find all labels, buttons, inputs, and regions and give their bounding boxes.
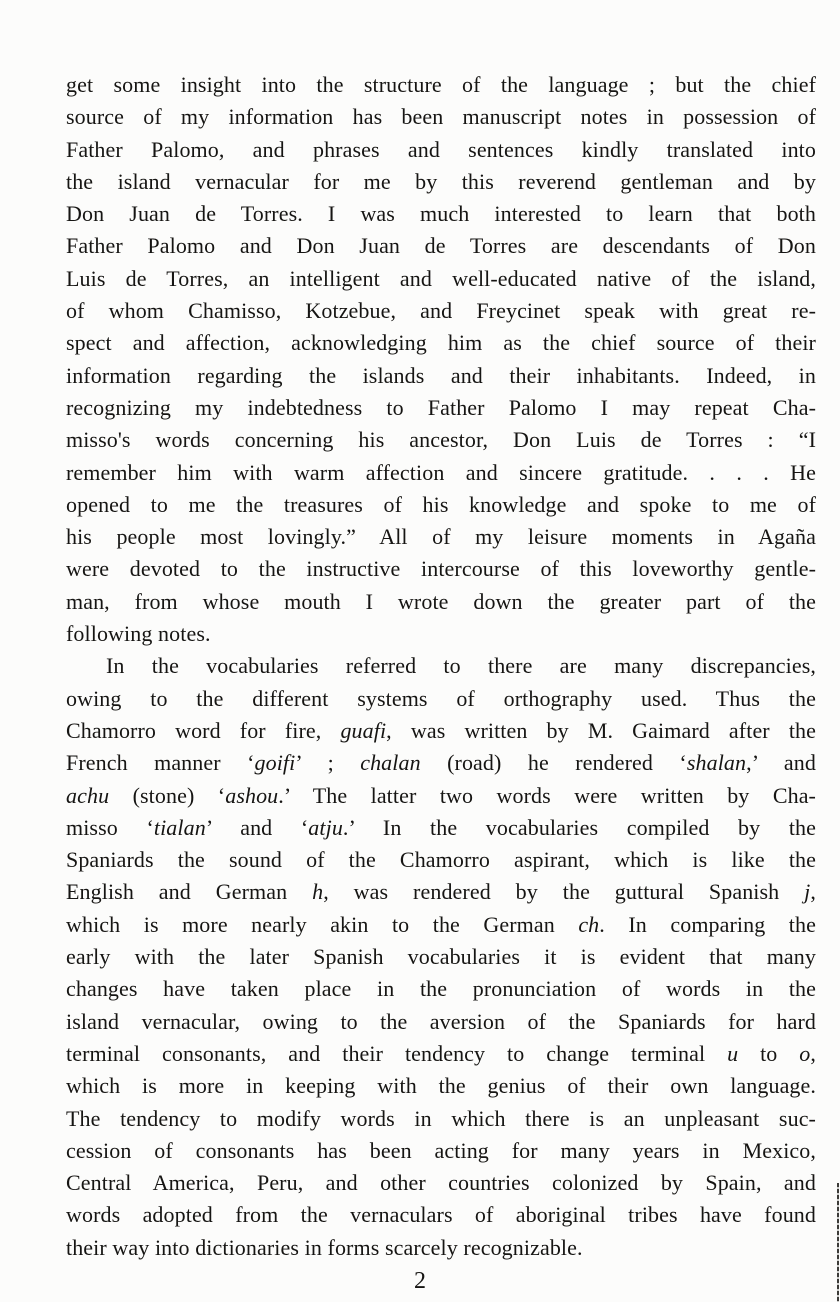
italic-term: h (312, 879, 324, 905)
text-segment: French manner ‘ (66, 750, 255, 776)
text-line (66, 1199, 816, 1231)
italic-term: guafi (340, 717, 387, 743)
italic-term: tialan (153, 814, 206, 840)
text-line (66, 618, 816, 650)
italic-term: shalan (686, 750, 747, 776)
text-line (66, 230, 816, 262)
text-segment: (stone) ‘ (109, 782, 226, 808)
italic-term: o (799, 1040, 811, 1066)
text-line (66, 360, 816, 392)
text-segment: Central America, Peru, and other countries colonized by Spain, and (66, 1170, 816, 1196)
text-line (66, 586, 816, 618)
text-segment: his people most lovingly.” All of my leisure moments in Agaña (66, 524, 816, 550)
text-line (66, 198, 816, 230)
text-line (66, 1070, 816, 1102)
text-segment: misso ‘ (66, 814, 154, 840)
page-number: 2 (414, 1268, 426, 1294)
text-segment: English and German (66, 879, 313, 905)
text-line (66, 1103, 816, 1135)
text-segment: opened to me the treasures of his knowledge and spoke to me of (66, 491, 816, 517)
text-segment: which is more in keeping with the genius of their own language. (66, 1073, 816, 1099)
text-line (66, 650, 816, 682)
text-line (66, 69, 816, 101)
text-segment: early with the later Spanish vocabularies it is evident that many (66, 944, 816, 970)
text-segment: their way into dictionaries in forms scarcely recognizable. (66, 1234, 583, 1260)
text-segment: spect and affection, acknowledging him as the chief source of their (66, 330, 816, 356)
text-line (66, 909, 816, 941)
text-line (66, 263, 816, 295)
italic-term: u (727, 1040, 739, 1066)
text-segment: Father Palomo, and phrases and sentences kindly translated into (66, 136, 816, 162)
text-line (66, 683, 816, 715)
text-segment: Luis de Torres, an intelligent and well-educated native of the island, (66, 265, 816, 291)
italic-term: j (804, 879, 811, 905)
text-segment: , was written by M. Gaimard after the (386, 717, 816, 743)
text-line (66, 941, 816, 973)
text-line (66, 1006, 816, 1038)
text-segment: In the vocabularies referred to there are many discrepancies, (106, 653, 816, 679)
page-text (66, 69, 816, 1264)
italic-term: atju (308, 814, 343, 840)
text-segment: .’ The latter two words were written by Cha- (278, 782, 816, 808)
text-line (66, 134, 816, 166)
text-segment: terminal consonants, and their tendency to change terminal (66, 1040, 728, 1066)
text-segment: , (810, 1040, 816, 1066)
text-line (66, 553, 816, 585)
text-line (66, 295, 816, 327)
text-segment: cession of consonants has been acting for many years in Mexico, (66, 1137, 816, 1163)
text-segment: ’ ; (295, 750, 361, 776)
text-line (66, 715, 816, 747)
italic-term: achu (66, 782, 110, 808)
text-segment: Spaniards the sound of the Chamorro aspirant, which is like the (66, 847, 816, 873)
text-line (66, 424, 816, 456)
italic-term: ashou (225, 782, 279, 808)
text-segment: get some insight into the structure of the language ; but the chief (66, 72, 816, 97)
text-line (66, 392, 816, 424)
text-segment: (road) he rendered ‘ (420, 750, 687, 776)
text-line (66, 844, 816, 876)
text-segment: .’ In the vocabularies compiled by the (342, 814, 817, 840)
text-segment: remember him with warm affection and sincere gratitude. . . . He (66, 459, 816, 485)
text-segment: to (738, 1040, 800, 1066)
text-line (66, 747, 816, 779)
text-segment: , was rendered by the guttural Spanish (323, 879, 805, 905)
text-segment: changes have taken place in the pronunciation of words in the (66, 976, 816, 1002)
scan-artifact-line (837, 1183, 839, 1302)
text-segment: man, from whose mouth I wrote down the greater part of the (66, 588, 816, 614)
text-segment: recognizing my indebtedness to Father Palomo I may repeat Cha- (66, 394, 816, 420)
text-line (66, 973, 816, 1005)
text-segment: which is more nearly akin to the German (66, 911, 579, 937)
text-line (66, 489, 816, 521)
text-segment: ,’ and (746, 750, 816, 776)
text-segment: island vernacular, owing to the aversion of the Spaniards for hard (66, 1008, 816, 1034)
text-segment: . In comparing the (599, 911, 816, 937)
text-line (66, 1232, 816, 1264)
text-segment: following notes. (66, 621, 211, 647)
italic-term: chalan (360, 750, 421, 776)
text-segment: Don Juan de Torres. I was much interested to learn that both (66, 201, 816, 227)
text-segment: the island vernacular for me by this reverend gentleman and by (66, 168, 816, 194)
text-line (66, 457, 816, 489)
text-segment: misso's words concerning his ancestor, Don Luis de Torres : “I (66, 427, 816, 453)
text-line (66, 1167, 816, 1199)
text-line (66, 521, 816, 553)
text-segment: , (810, 879, 816, 905)
text-segment: Father Palomo and Don Juan de Torres are descendants of Don (66, 233, 816, 259)
text-line (66, 812, 816, 844)
text-segment: Chamorro word for fire, (66, 717, 341, 743)
italic-term: goifi (254, 750, 296, 776)
text-line (66, 1135, 816, 1167)
text-segment: owing to the different systems of orthography used. Thus the (66, 685, 816, 711)
text-line (66, 780, 816, 812)
text-segment: words adopted from the vernaculars of aboriginal tribes have found (66, 1202, 816, 1228)
text-segment: ’ and ‘ (205, 814, 309, 840)
text-line (66, 101, 816, 133)
text-line (66, 327, 816, 359)
text-segment: The tendency to modify words in which there is an unpleasant suc- (66, 1105, 816, 1131)
text-segment: source of my information has been manuscript notes in possession of (66, 104, 816, 130)
text-segment: were devoted to the instructive intercourse of this loveworthy gentle- (66, 556, 816, 582)
text-line (66, 876, 816, 908)
text-segment: of whom Chamisso, Kotzebue, and Freycinet speak with great re- (66, 298, 816, 324)
text-segment: information regarding the islands and their inhabitants. Indeed, in (66, 362, 816, 388)
text-line (66, 1038, 816, 1070)
italic-term: ch (578, 911, 600, 937)
text-line (66, 166, 816, 198)
